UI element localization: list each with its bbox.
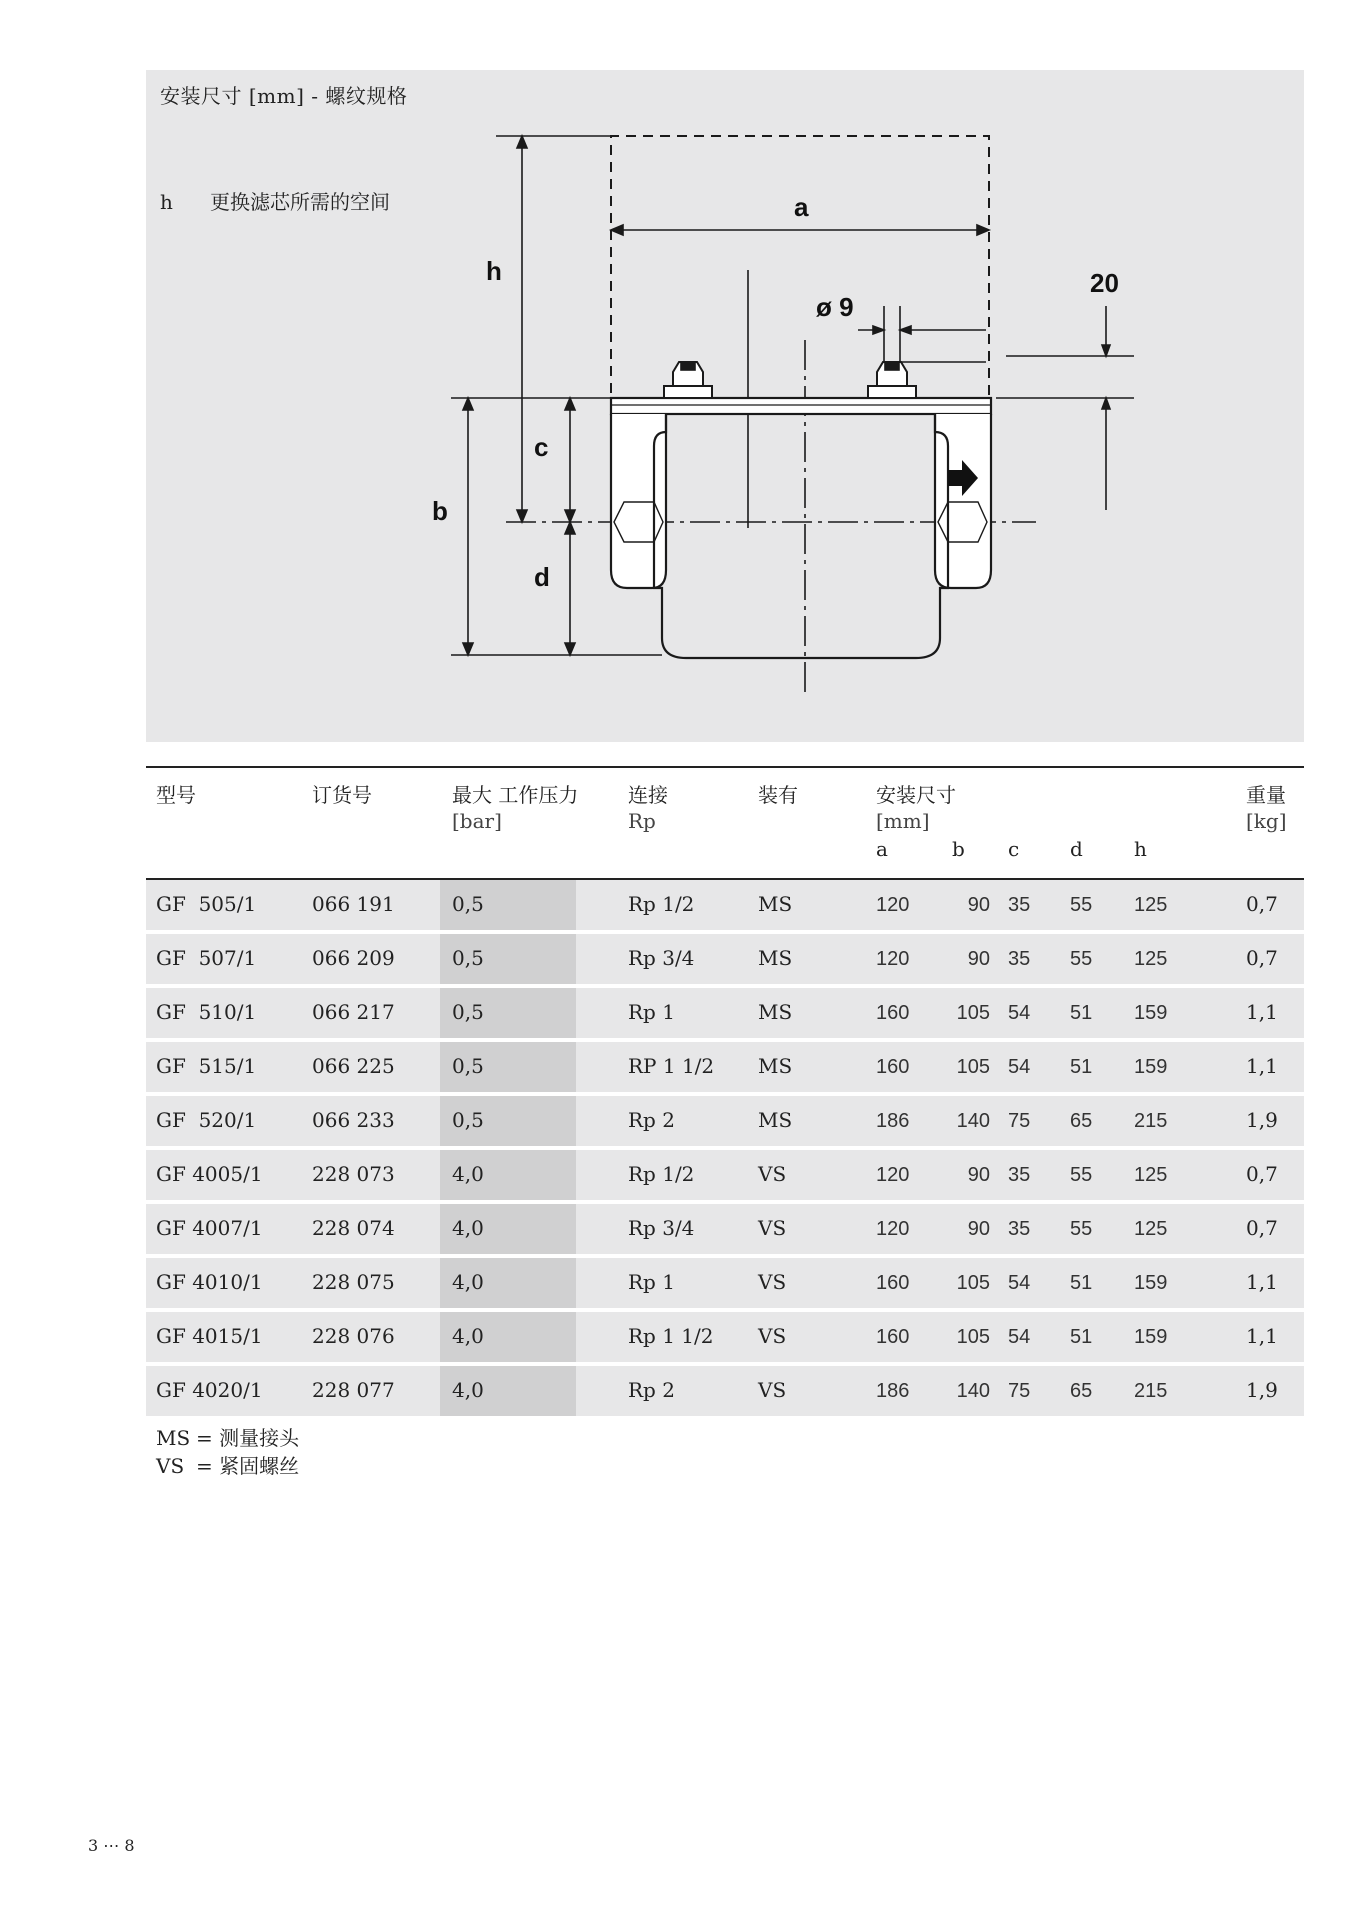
label-h: h	[486, 256, 502, 286]
cell-order: 066 191	[312, 892, 395, 916]
cell-model: GF 505/1	[156, 892, 257, 916]
cell-dim-c: 54	[1008, 1326, 1031, 1348]
cell-model: GF 4005/1	[156, 1162, 263, 1186]
cell-fitted: VS	[758, 1216, 787, 1240]
label-c: c	[534, 432, 549, 462]
arrow-a-left	[611, 225, 623, 235]
cell-dim-a: 120	[876, 894, 910, 916]
cell-weight: 0,7	[1246, 1216, 1278, 1240]
cell-dim-a: 120	[876, 1218, 910, 1240]
cell-connection: Rp 1/2	[628, 1162, 695, 1186]
label-offset-20: 20	[1090, 268, 1119, 298]
cell-dim-d: 65	[1070, 1380, 1093, 1402]
cell-dim-b: 90	[967, 894, 990, 916]
cell-order: 228 077	[312, 1378, 395, 1402]
page-number: 3 ⋯ 8	[88, 1836, 135, 1855]
cell-dim-b: 105	[956, 1056, 990, 1078]
table-row	[146, 934, 1304, 984]
cell-dim-b: 105	[956, 1272, 990, 1294]
cell-dim-c: 35	[1008, 948, 1031, 970]
right-bolt-washer	[868, 386, 916, 398]
bolt-arrow-right	[900, 326, 911, 334]
cell-dim-d: 55	[1070, 948, 1093, 970]
table-row	[146, 1204, 1304, 1254]
cell-dim-b: 90	[967, 1218, 990, 1240]
cell-pressure: 0,5	[452, 946, 484, 970]
header-dim-h: h	[1134, 837, 1147, 861]
header-dim-c: c	[1008, 837, 1020, 861]
cover-plate	[611, 398, 991, 414]
table-row	[146, 880, 1304, 930]
table-row	[146, 1312, 1304, 1362]
cell-pressure: 4,0	[452, 1162, 484, 1186]
cell-model: GF 507/1	[156, 946, 257, 970]
cell-weight: 1,1	[1246, 1000, 1278, 1024]
cell-weight: 1,1	[1246, 1270, 1278, 1294]
cell-dim-a: 186	[876, 1380, 910, 1402]
cell-connection: Rp 2	[628, 1378, 675, 1402]
cell-dim-h: 125	[1134, 1164, 1168, 1186]
header-dim-d: d	[1070, 837, 1083, 861]
cell-dim-h: 159	[1134, 1002, 1168, 1024]
cell-dim-c: 35	[1008, 1218, 1031, 1240]
cell-fitted: VS	[758, 1270, 787, 1294]
cell-order: 228 076	[312, 1324, 395, 1348]
cell-connection: Rp 1	[628, 1000, 675, 1024]
cell-dim-c: 75	[1008, 1110, 1031, 1132]
dimension-drawing-panel	[146, 70, 1304, 742]
cell-dim-h: 215	[1134, 1110, 1168, 1132]
cell-model: GF 4015/1	[156, 1324, 263, 1348]
cell-fitted: MS	[758, 946, 793, 970]
cell-order: 228 074	[312, 1216, 395, 1240]
header-weight-label: 重量	[1246, 783, 1286, 807]
cell-model: GF 4020/1	[156, 1378, 263, 1402]
cell-weight: 1,1	[1246, 1324, 1278, 1348]
cell-dim-c: 54	[1008, 1272, 1031, 1294]
cell-dim-b: 105	[956, 1002, 990, 1024]
table-row	[146, 1366, 1304, 1416]
table-row	[146, 988, 1304, 1038]
header-max-pressure-unit: [bar]	[452, 809, 502, 833]
offset-arrow-lower	[1102, 398, 1110, 409]
cell-dim-a: 160	[876, 1002, 910, 1024]
cell-dim-a: 120	[876, 948, 910, 970]
cell-fitted: MS	[758, 892, 793, 916]
cell-connection: Rp 2	[628, 1108, 675, 1132]
cell-dim-a: 160	[876, 1326, 910, 1348]
cell-weight: 0,7	[1246, 946, 1278, 970]
table-row	[146, 1042, 1304, 1092]
cell-pressure: 4,0	[452, 1324, 484, 1348]
cell-dim-h: 159	[1134, 1326, 1168, 1348]
cell-fitted: VS	[758, 1378, 787, 1402]
arrow-h-bottom	[517, 510, 527, 522]
cell-dim-d: 51	[1070, 1326, 1093, 1348]
cell-dim-a: 160	[876, 1056, 910, 1078]
filter-dimension-drawing	[146, 70, 1304, 742]
cell-fitted: VS	[758, 1162, 787, 1186]
cell-dim-d: 51	[1070, 1002, 1093, 1024]
cell-fitted: MS	[758, 1000, 793, 1024]
left-bolt-top	[681, 362, 695, 370]
arrow-h-top	[517, 136, 527, 148]
header-order-number: 订货号	[312, 783, 372, 807]
cell-model: GF 510/1	[156, 1000, 257, 1024]
offset-arrow-upper	[1102, 345, 1110, 356]
cell-pressure: 0,5	[452, 1108, 484, 1132]
cell-connection: Rp 3/4	[628, 946, 695, 970]
cell-pressure: 0,5	[452, 1000, 484, 1024]
cell-order: 228 073	[312, 1162, 395, 1186]
footnote-text: = 测量接头	[196, 1426, 300, 1450]
header-model: 型号	[156, 783, 196, 807]
cell-dim-b: 140	[956, 1110, 990, 1132]
cell-dim-h: 125	[1134, 894, 1168, 916]
cell-dim-h: 215	[1134, 1380, 1168, 1402]
cell-order: 066 209	[312, 946, 395, 970]
cell-dim-d: 55	[1070, 1218, 1093, 1240]
label-a: a	[794, 192, 809, 222]
header-connection-sub: Rp	[628, 809, 656, 833]
header-fitted: 装有	[758, 783, 798, 807]
legend-text: 更换滤芯所需的空间	[210, 190, 390, 214]
cell-dim-c: 75	[1008, 1380, 1031, 1402]
cell-fitted: MS	[758, 1054, 793, 1078]
table-row	[146, 1258, 1304, 1308]
header-max-pressure-label: 最大 工作压力	[452, 783, 579, 807]
cell-dim-d: 55	[1070, 1164, 1093, 1186]
label-b: b	[432, 496, 448, 526]
cell-order: 066 233	[312, 1108, 395, 1132]
cell-dim-a: 186	[876, 1110, 910, 1132]
arrow-a-right	[977, 225, 989, 235]
header-dim-a: a	[876, 837, 888, 861]
cell-weight: 0,7	[1246, 892, 1278, 916]
cell-connection: Rp 1/2	[628, 892, 695, 916]
cell-dim-c: 35	[1008, 1164, 1031, 1186]
cell-dim-d: 51	[1070, 1056, 1093, 1078]
cell-dim-b: 105	[956, 1326, 990, 1348]
cell-weight: 1,1	[1246, 1054, 1278, 1078]
cell-dim-h: 159	[1134, 1272, 1168, 1294]
cell-fitted: VS	[758, 1324, 787, 1348]
cell-dim-h: 125	[1134, 1218, 1168, 1240]
right-bolt-top	[885, 362, 899, 370]
panel-title: 安装尺寸 [mm] - 螺纹规格	[160, 84, 408, 108]
footnotes	[156, 1424, 299, 1480]
table-header	[146, 768, 1304, 878]
cell-pressure: 0,5	[452, 892, 484, 916]
left-bolt-washer	[664, 386, 712, 398]
cell-weight: 0,7	[1246, 1162, 1278, 1186]
cell-model: GF 4010/1	[156, 1270, 263, 1294]
left-port	[611, 414, 666, 588]
arrow-b-top	[463, 398, 473, 410]
cell-dim-c: 54	[1008, 1056, 1031, 1078]
cell-model: GF 515/1	[156, 1054, 257, 1078]
cell-dim-b: 140	[956, 1380, 990, 1402]
cell-connection: RP 1 1/2	[628, 1054, 715, 1078]
cell-fitted: MS	[758, 1108, 793, 1132]
header-weight-unit: [kg]	[1246, 809, 1287, 833]
cell-dim-d: 51	[1070, 1272, 1093, 1294]
bolt-arrow-left	[873, 326, 884, 334]
cell-dim-a: 160	[876, 1272, 910, 1294]
cell-model: GF 4007/1	[156, 1216, 263, 1240]
footnote-vs	[156, 1452, 299, 1480]
cell-order: 228 075	[312, 1270, 395, 1294]
replacement-space-outline	[611, 136, 989, 410]
cell-pressure: 4,0	[452, 1216, 484, 1240]
cell-order: 066 217	[312, 1000, 395, 1024]
cell-dim-h: 159	[1134, 1056, 1168, 1078]
header-dimensions-label: 安装尺寸	[876, 783, 956, 807]
filter-bowl	[654, 414, 948, 658]
table-row	[146, 1096, 1304, 1146]
cell-model: GF 520/1	[156, 1108, 257, 1132]
cell-pressure: 4,0	[452, 1378, 484, 1402]
header-weight	[1246, 782, 1287, 834]
arrow-c-top	[565, 398, 575, 410]
footnote-text: = 紧固螺丝	[196, 1454, 300, 1478]
header-dimensions-unit: [mm]	[876, 809, 930, 833]
label-bolt-diameter: ø 9	[816, 292, 854, 322]
header-max-pressure	[452, 782, 578, 834]
cell-weight: 1,9	[1246, 1378, 1278, 1402]
right-port	[935, 414, 991, 588]
cell-dim-c: 54	[1008, 1002, 1031, 1024]
cell-connection: Rp 1	[628, 1270, 675, 1294]
cell-order: 066 225	[312, 1054, 395, 1078]
cell-dim-d: 65	[1070, 1110, 1093, 1132]
footnote-ms	[156, 1424, 299, 1452]
header-connection	[628, 782, 668, 834]
header-dimensions	[876, 782, 956, 834]
cell-dim-b: 90	[967, 948, 990, 970]
cell-pressure: 0,5	[452, 1054, 484, 1078]
cell-dim-a: 120	[876, 1164, 910, 1186]
footnote-abbr: VS	[156, 1454, 185, 1478]
cell-dim-d: 55	[1070, 894, 1093, 916]
legend-key: h	[160, 190, 173, 214]
cell-pressure: 4,0	[452, 1270, 484, 1294]
arrow-d-bottom	[565, 643, 575, 655]
header-connection-label: 连接	[628, 783, 668, 807]
cell-dim-h: 125	[1134, 948, 1168, 970]
label-d: d	[534, 562, 550, 592]
cell-connection: Rp 3/4	[628, 1216, 695, 1240]
cell-connection: Rp 1 1/2	[628, 1324, 714, 1348]
table-row	[146, 1150, 1304, 1200]
cell-dim-b: 90	[967, 1164, 990, 1186]
arrow-b-bottom	[463, 643, 473, 655]
cell-dim-c: 35	[1008, 894, 1031, 916]
arrow-d-top	[565, 522, 575, 534]
header-dim-b: b	[952, 837, 965, 861]
cell-weight: 1,9	[1246, 1108, 1278, 1132]
footnote-abbr: MS	[156, 1426, 191, 1450]
